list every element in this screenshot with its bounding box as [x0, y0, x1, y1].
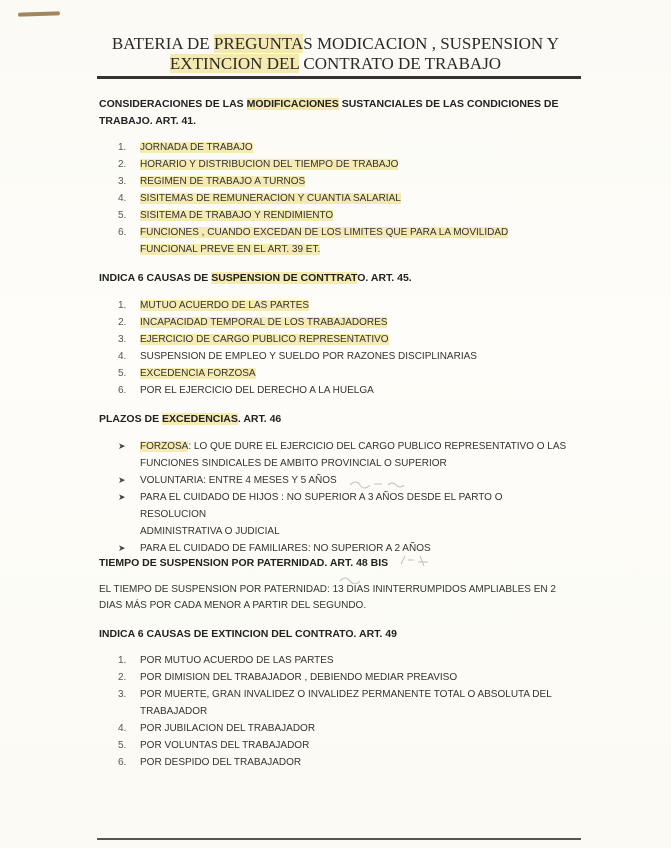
section-2-heading: [99, 270, 569, 287]
item-number: 1.: [118, 655, 127, 666]
list-item: [118, 173, 570, 190]
paragraph-line-2: DIAS MÁS POR CADA MENOR A PARTIR DEL SEGUNDO.: [99, 600, 367, 611]
item-text: SISITEMA DE TRABAJO Y RENDIMIENTO: [140, 210, 334, 221]
list-item: [118, 472, 570, 489]
item-text: PARA EL CUIDADO DE FAMILIARES: NO SUPERIOR A 2 AÑOS: [140, 543, 431, 554]
item-text: POR MUTUO ACUERDO DE LAS PARTES: [140, 655, 334, 666]
item-text: EJERCICIO DE CARGO PUBLICO REPRESENTATIVO: [140, 334, 389, 345]
section-3-list: [118, 438, 570, 557]
item-number: 2.: [118, 317, 127, 328]
item-text: POR JUBILACION DEL TRABAJADOR: [140, 723, 316, 734]
title-line2-part-b: CONTRATO DE TRABAJO: [299, 54, 502, 73]
item-number: 2.: [118, 672, 127, 683]
section-3-heading-part-b: . ART. 46: [237, 413, 282, 425]
item-number: 3.: [118, 334, 127, 345]
list-item: [118, 754, 570, 771]
item-number: 3.: [118, 689, 127, 700]
item-text: REGIMEN DE TRABAJO A TURNOS: [140, 176, 306, 187]
list-item: [118, 669, 570, 686]
pencil-scribble: [348, 476, 418, 490]
item-number: 4.: [118, 723, 127, 734]
section-4-heading: [99, 555, 569, 572]
section-2-heading-part-b: O. ART. 45.: [357, 272, 412, 284]
item-number: 4.: [118, 351, 127, 362]
title-line1-part-b: S MODICACION , SUSPENSION Y: [303, 34, 560, 53]
item-text: EXCEDENCIA FORZOSA: [140, 368, 256, 379]
item-number: 2.: [118, 159, 127, 170]
document-title: [0, 34, 671, 74]
title-line1-part-a: BATERIA DE: [111, 34, 214, 53]
list-item: [118, 365, 570, 382]
section-1-heading-highlight: MODIFICACIONES: [246, 98, 339, 110]
title-line1-highlight: PREGUNTA: [213, 34, 304, 53]
item-text: MUTUO ACUERDO DE LAS PARTES: [140, 300, 310, 311]
list-item: [118, 382, 570, 399]
item-number: 6.: [118, 757, 127, 768]
section-3-heading: [99, 411, 569, 428]
item-number: 6.: [118, 385, 127, 396]
item-text: FUNCIONES , CUANDO EXCEDAN DE LOS LIMITES QUE PARA LA MOVILIDAD: [140, 227, 509, 238]
item-highlight: FORZOSA: [140, 441, 189, 452]
list-item: [118, 489, 570, 540]
arrow-bullet-icon: ➤: [118, 441, 126, 451]
item-text: POR DESPIDO DEL TRABAJADOR: [140, 757, 302, 768]
item-text: SISITEMAS DE REMUNERACION Y CUANTIA SALARIAL: [140, 193, 401, 204]
section-4-heading-text: TIEMPO DE SUSPENSION POR PATERNIDAD. ART. 48 BIS: [99, 557, 389, 569]
section-5-heading-text: INDICA 6 CAUSAS DE EXTINCION DEL CONTRATO. ART. 49: [99, 628, 397, 640]
item-text-continuation: ADMINISTRATIVA O JUDICIAL: [140, 526, 280, 537]
section-1-heading-part-a: CONSIDERACIONES DE LAS: [99, 98, 247, 110]
arrow-bullet-icon: ➤: [118, 475, 126, 485]
section-4-paragraph: [99, 582, 581, 614]
item-number: 5.: [118, 210, 127, 221]
item-number: 6.: [118, 227, 127, 238]
list-item: [118, 348, 570, 365]
title-underline: [97, 76, 581, 79]
list-item: [118, 331, 570, 348]
list-item: [118, 297, 570, 314]
item-text: POR EL EJERCICIO DEL DERECHO A LA HUELGA: [140, 385, 374, 396]
item-number: 4.: [118, 193, 127, 204]
list-item: [118, 224, 570, 258]
item-text: HORARIO Y DISTRIBUCION DEL TIEMPO DE TRABAJO: [140, 159, 399, 170]
item-text: POR DIMISION DEL TRABAJADOR , DEBIENDO MEDIAR PREAVISO: [140, 672, 458, 683]
arrow-bullet-icon: ➤: [118, 492, 126, 502]
section-3-heading-highlight: EXCEDENCIAS: [162, 413, 238, 425]
arrow-bullet-icon: ➤: [118, 543, 126, 553]
title-line-2: [0, 54, 671, 74]
section-2-list: [118, 297, 570, 399]
list-item: [118, 139, 570, 156]
item-number: 3.: [118, 176, 127, 187]
item-number: 5.: [118, 368, 127, 379]
title-line-1: [0, 34, 671, 54]
item-number: 1.: [118, 300, 127, 311]
title-line2-highlight: EXTINCION DEL: [169, 54, 300, 73]
section-2-heading-part-a: INDICA 6 CAUSAS DE: [99, 272, 212, 284]
section-1-heading-line-2: TRABAJO. ART. 41.: [99, 115, 197, 127]
item-text: PARA EL CUIDADO DE HIJOS : NO SUPERIOR A 3 AÑOS DESDE EL PARTO O RESOLUCION: [140, 492, 503, 520]
section-5-heading: [99, 626, 569, 643]
corner-ink-mark: [18, 11, 60, 16]
item-text: SUSPENSION DE EMPLEO Y SUELDO POR RAZONES DISCIPLINARIAS: [140, 351, 477, 362]
list-item: [118, 720, 570, 737]
section-3-heading-part-a: PLAZOS DE: [99, 413, 163, 425]
list-item: [118, 156, 570, 173]
section-1-heading: [99, 96, 569, 130]
list-item: [118, 686, 570, 720]
paragraph-line-1: EL TIEMPO DE SUSPENSION POR PATERNIDAD: 13 DIAS ININTERRUMPIDOS AMPLIABLES EN 2: [99, 584, 556, 595]
list-item: [118, 314, 570, 331]
item-text: VOLUNTARIA: ENTRE 4 MESES Y 5 AÑOS: [140, 475, 337, 486]
item-text: JORNADA DE TRABAJO: [140, 142, 253, 153]
bottom-rule: [97, 838, 581, 840]
section-5-list: [118, 652, 570, 771]
list-item: [118, 190, 570, 207]
section-2-heading-highlight: SUSPENSION DE CONTTRAT: [211, 272, 358, 284]
section-1-heading-part-b: SUSTANCIALES DE LAS CONDICIONES DE: [338, 98, 559, 110]
list-item: [118, 207, 570, 224]
section-1-list: [118, 139, 570, 258]
item-number: 5.: [118, 740, 127, 751]
item-text: : LO QUE DURE EL EJERCICIO DEL CARGO PUBLICO REPRESENTATIVO O LAS: [188, 441, 567, 452]
item-text-continuation: TRABAJADOR: [140, 706, 208, 717]
item-text-continuation: FUNCIONES SINDICALES DE AMBITO PROVINCIAL O SUPERIOR: [140, 458, 447, 469]
item-text: POR MUERTE, GRAN INVALIDEZ O INVALIDEZ PERMANENTE TOTAL O ABSOLUTA DEL: [140, 689, 552, 700]
item-text-continuation: FUNCIONAL PREVE EN EL ART. 39 ET.: [140, 244, 321, 255]
item-number: 1.: [118, 142, 127, 153]
item-text: INCAPACIDAD TEMPORAL DE LOS TRABAJADORES: [140, 317, 388, 328]
list-item: [118, 737, 570, 754]
item-text: POR VOLUNTAS DEL TRABAJADOR: [140, 740, 310, 751]
list-item: [118, 438, 570, 472]
list-item: [118, 652, 570, 669]
